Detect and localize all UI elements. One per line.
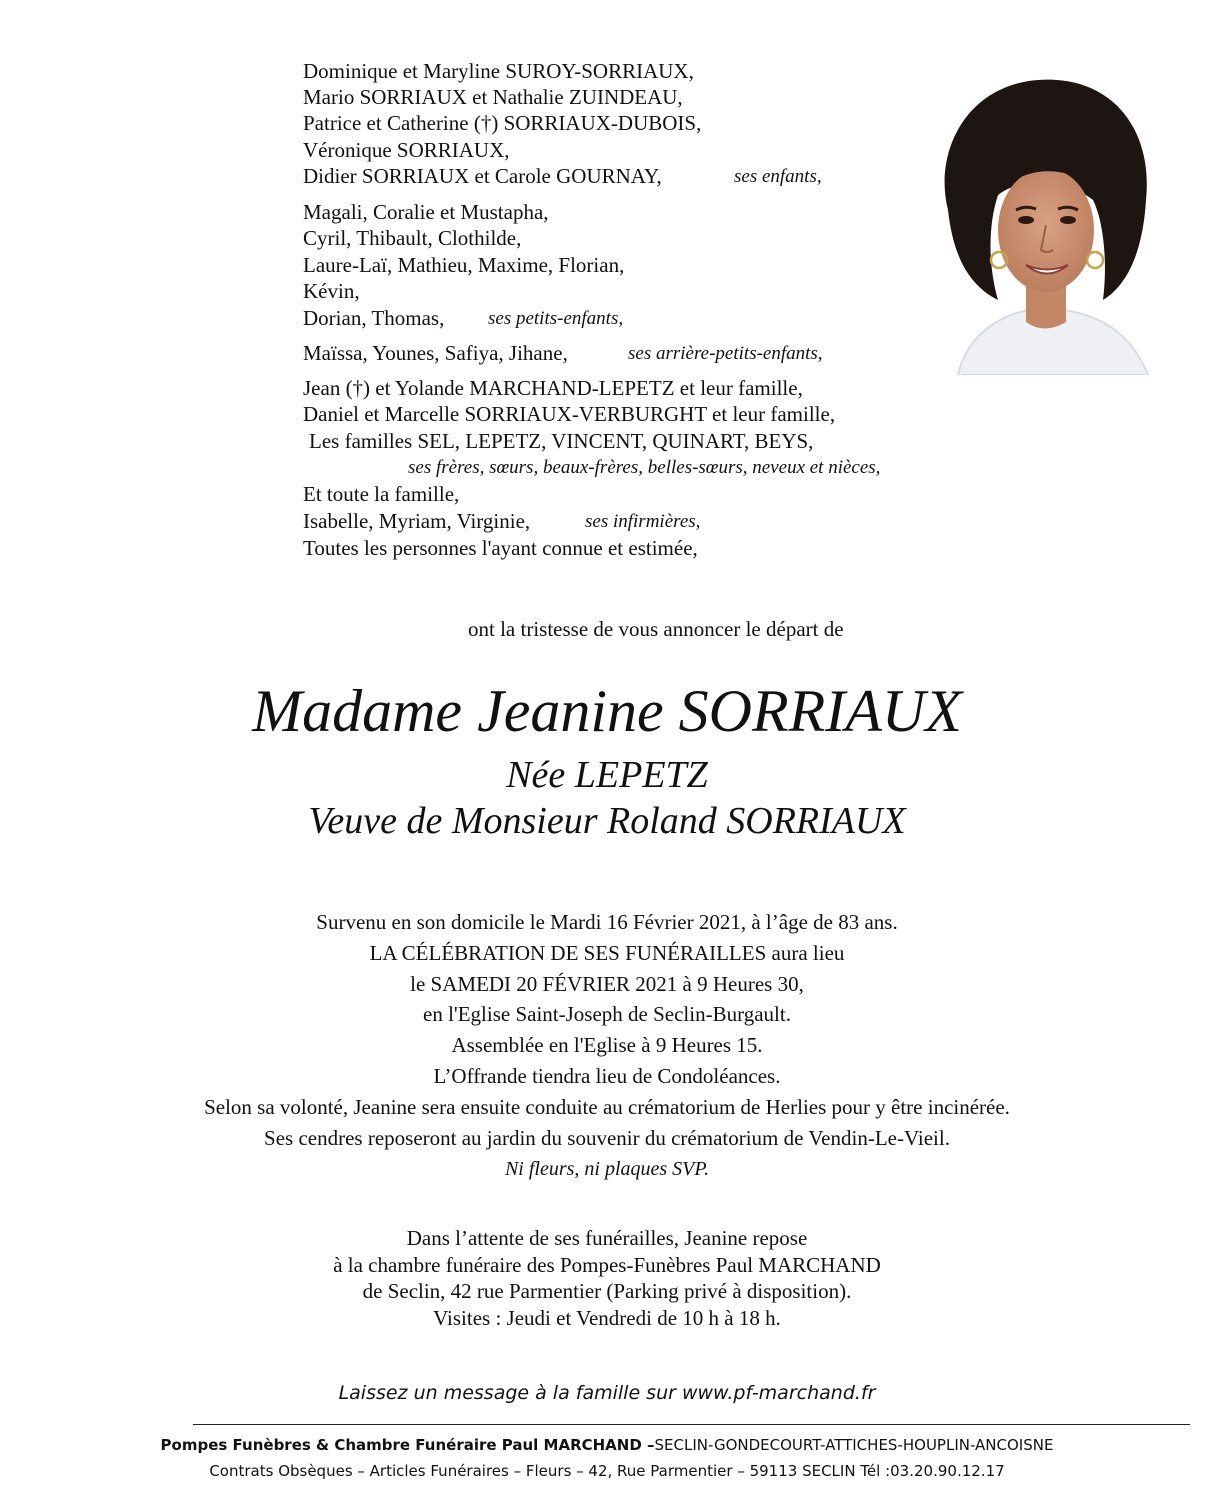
role-label: ses frères, sœurs, beaux-frères, belles-sœurs, neveux et nièces, <box>408 457 881 478</box>
family-line: Kévin, <box>303 279 360 303</box>
family-line: Patrice et Catherine (†) SORRIAUX-DUBOIS, <box>303 111 702 135</box>
footer-company: Pompes Funèbres & Chambre Funéraire Paul MARCHAND – <box>160 1436 655 1454</box>
detail-line: L’Offrande tiendra lieu de Condoléances. <box>433 1064 781 1088</box>
detail-line: Selon sa volonté, Jeanine sera ensuite conduite au crématorium de Herlies pour y être incinérée. <box>204 1095 1010 1119</box>
role-label: ses petits-enfants, <box>488 308 624 329</box>
family-line: Mario SORRIAUX et Nathalie ZUINDEAU, <box>303 85 683 109</box>
family-line: Véronique SORRIAUX, <box>303 138 510 162</box>
detail-line: en l'Eglise Saint-Joseph de Seclin-Burgault. <box>423 1002 791 1026</box>
family-line: Isabelle, Myriam, Virginie, <box>303 509 531 533</box>
rest-line: Visites : Jeudi et Vendredi de 10 h à 18 h. <box>433 1306 781 1330</box>
family-line: Et toute la famille, <box>303 482 460 506</box>
deceased-maiden-name: Née LEPETZ <box>506 754 708 796</box>
website-message: Laissez un message à la famille sur www.pf-marchand.fr <box>338 1382 876 1404</box>
family-line: Didier SORRIAUX et Carole GOURNAY, <box>303 164 662 188</box>
deceased-widow-of: Veuve de Monsieur Roland SORRIAUX <box>308 800 906 842</box>
rest-line: de Seclin, 42 rue Parmentier (Parking privé à disposition). <box>362 1279 852 1303</box>
family-line: Toutes les personnes l'ayant connue et estimée, <box>303 536 698 560</box>
family-line: Dominique et Maryline SUROY-SORRIAUX, <box>303 59 694 83</box>
role-label: ses arrière-petits-enfants, <box>628 343 823 364</box>
family-line: Les familles SEL, LEPETZ, VINCENT, QUINART, BEYS, <box>309 429 814 453</box>
detail-line: Survenu en son domicile le Mardi 16 Février 2021, à l’âge de 83 ans. <box>316 910 898 934</box>
no-flowers-note: Ni fleurs, ni plaques SVP. <box>504 1158 710 1180</box>
footer-services: Contrats Obsèques – Articles Funéraires – Fleurs – 42, Rue Parmentier – 59113 SECLIN Tél :03.20.90.12.17 <box>209 1462 1005 1480</box>
role-label: ses infirmières, <box>585 511 701 532</box>
family-line: Daniel et Marcelle SORRIAUX-VERBURGHT et leur famille, <box>303 402 836 426</box>
announcement-text: ont la tristesse de vous annoncer le départ de <box>468 617 844 641</box>
family-line: Magali, Coralie et Mustapha, <box>303 200 549 224</box>
rest-line: Dans l’attente de ses funérailles, Jeanine repose <box>406 1226 808 1250</box>
detail-line: Ses cendres reposeront au jardin du souvenir du crématorium de Vendin-Le-Vieil. <box>264 1126 950 1150</box>
detail-line: le SAMEDI 20 FÉVRIER 2021 à 9 Heures 30, <box>410 972 804 996</box>
family-line: Laure-Laï, Mathieu, Maxime, Florian, <box>303 253 625 277</box>
detail-line: LA CÉLÉBRATION DE SES FUNÉRAILLES aura lieu <box>369 941 845 965</box>
footer-company-line <box>0 1434 1214 1456</box>
family-line: Maïssa, Younes, Safiya, Jihane, <box>303 341 568 365</box>
rest-line: à la chambre funéraire des Pompes-Funèbres Paul MARCHAND <box>333 1253 881 1277</box>
detail-line: Assemblée en l'Eglise à 9 Heures 15. <box>451 1033 763 1057</box>
role-label: ses enfants, <box>734 166 822 187</box>
portrait-photo <box>928 60 1160 375</box>
family-line: Jean (†) et Yolande MARCHAND-LEPETZ et leur famille, <box>303 376 803 400</box>
footer-divider <box>193 1424 1190 1425</box>
family-line: Dorian, Thomas, <box>303 306 445 330</box>
family-line: Cyril, Thibault, Clothilde, <box>303 226 522 250</box>
footer-locations: SECLIN-GONDECOURT-ATTICHES-HOUPLIN-ANCOISNE <box>654 1436 1054 1454</box>
deceased-name: Madame Jeanine SORRIAUX <box>252 678 962 744</box>
